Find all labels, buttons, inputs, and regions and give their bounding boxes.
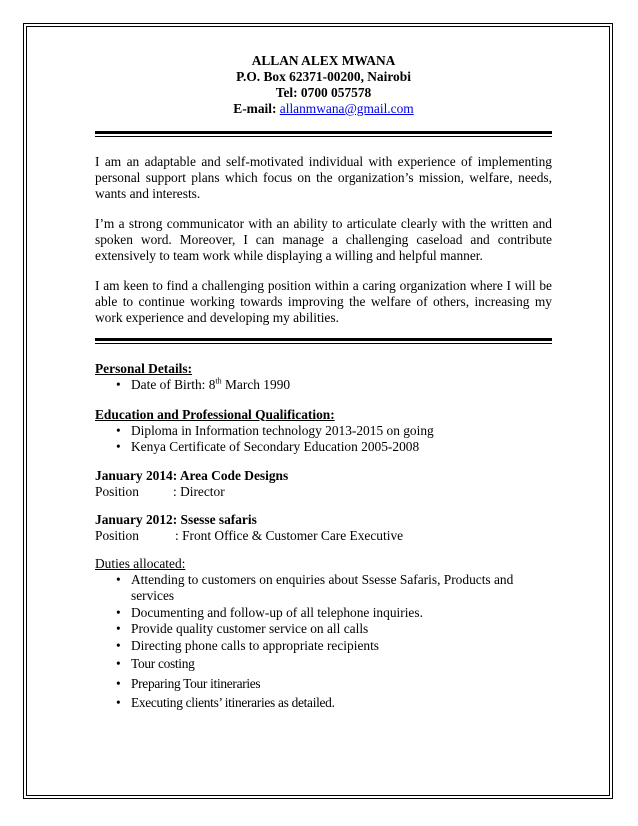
bullet-icon: •: [116, 571, 121, 587]
email-line: [95, 101, 552, 117]
position-value: : Front Office & Customer Care Executive: [175, 527, 404, 543]
education-list: [95, 423, 552, 456]
list-item: • Directing phone calls to appropriate recipients: [116, 637, 380, 653]
bullet-icon: •: [116, 675, 121, 691]
list-item: • Provide quality customer service on all calls: [116, 621, 369, 636]
bullet-icon: •: [116, 695, 121, 710]
list-item: • Documenting and follow-up of all telephone inquiries.: [116, 604, 423, 620]
bullet-icon: •: [116, 656, 121, 671]
resume-header: [95, 53, 552, 117]
position-value: : Director: [173, 483, 225, 499]
education-heading: Education and Professional Qualification:: [95, 406, 335, 422]
job-position-1: [95, 484, 552, 500]
position-label: Position: [95, 483, 139, 499]
personal-details-heading: Personal Details:: [95, 361, 193, 376]
bullet-icon: •: [116, 637, 121, 653]
position-label: Position: [95, 527, 139, 543]
list-item: • Date of Birth: 8th March 1990: [116, 376, 291, 392]
personal-details-list: [95, 377, 552, 394]
applicant-name: ALLAN ALEX MWANA: [251, 53, 396, 68]
telephone: Tel: 0700 057578: [275, 85, 372, 100]
postal-address: P.O. Box 62371-00200, Nairobi: [236, 69, 411, 84]
profile-paragraph-1: I am an adaptable and self-motivated individual with experience of implementing personal support plans which focus on the organization’s mission, welfare, needs, wants and interests.: [95, 154, 552, 201]
duties-list: [95, 572, 552, 712]
profile-divider: [95, 338, 552, 344]
list-item: • Kenya Certificate of Secondary Education 2005-2008: [116, 439, 420, 454]
bullet-icon: •: [116, 377, 121, 392]
bullet-icon: •: [116, 439, 121, 454]
resume-content: [95, 53, 552, 712]
bullet-icon: •: [116, 621, 121, 636]
list-item: • Executing clients’ itineraries as detailed.: [116, 695, 335, 710]
bullet-icon: •: [116, 604, 121, 620]
duties-heading: Duties allocated:: [95, 555, 186, 571]
list-item: • Diploma in Information technology 2013-2015 on going: [116, 422, 434, 438]
profile-paragraph-3: I am keen to find a challenging position within a caring organization where I will be able to continue working towards improving the welfare of others, increasing my work experience and developing my abilities.: [95, 278, 552, 325]
list-item: • Tour costing: [116, 656, 195, 671]
job-position-2: [95, 528, 552, 544]
header-divider: [95, 131, 552, 137]
email-link[interactable]: allanmwana@gmail.com: [279, 101, 414, 116]
list-item: • Attending to customers on enquiries about Ssesse Safaris, Products and services: [116, 571, 514, 603]
bullet-icon: •: [116, 422, 121, 438]
profile-paragraph-2: I’m a strong communicator with an ability to articulate clearly with the written and spoken word. Moreover, I can manage a challenging caseload and contribute extensively to team work while displaying a willing and helpful manner.: [95, 216, 552, 263]
job-heading-1: January 2014: Area Code Designs: [95, 467, 289, 483]
list-item: • Preparing Tour itineraries: [116, 675, 261, 691]
job-heading-2: January 2012: Ssesse safaris: [95, 511, 257, 527]
email-label: E-mail:: [233, 101, 277, 116]
